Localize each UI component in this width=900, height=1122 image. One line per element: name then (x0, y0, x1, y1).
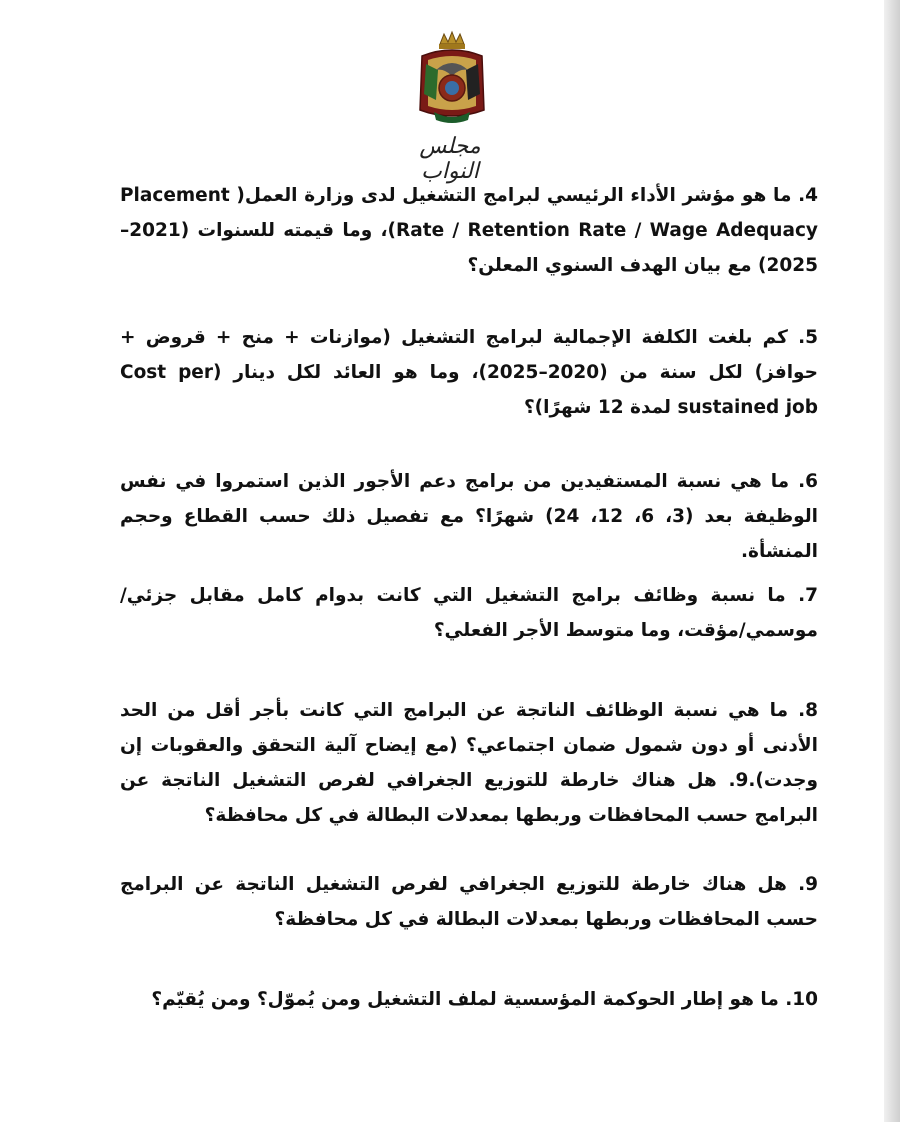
question-9: 9. هل هناك خارطة للتوزيع الجغرافي لفرص التشغيل الناتجة عن البرامج حسب المحافظات وربطها بمعدلات البطالة في كل محافظة؟ (120, 874, 818, 930)
question-4: 4. ما هو مؤشر الأداء الرئيسي لبرامج التشغيل لدى وزارة العمل( Placement Rate / Retention Rate / Wage Adequacy)، وما قيمته للسنوات (2021–2025) مع بيان الهدف السنوي المعلن؟ (120, 185, 818, 276)
question-5: 5. كم بلغت الكلفة الإجمالية لبرامج التشغيل (موازنات + منح + قروض + حوافز) لكل سنة من (2020–2025)، وما هو العائد لكل دينار (Cost per sustained job لمدة 12 شهرًا)؟ (120, 327, 818, 418)
hashemite-coat-of-arms-icon (412, 30, 492, 126)
council-name-signature: مجلس النواب (419, 134, 481, 184)
question-10: 10. ما هو إطار الحوكمة المؤسسية لملف التشغيل ومن يُموّل؟ ومن يُقيّم؟ (151, 989, 818, 1010)
question-6: 6. ما هي نسبة المستفيدين من برامج دعم الأجور الذين استمروا في نفس الوظيفة بعد (3، 6، 12، 24) شهرًا؟ مع تفصيل ذلك حسب القطاع وحجم المنشأة. (120, 471, 819, 562)
page-edge-shadow (884, 0, 900, 1122)
question-7: 7. ما نسبة وظائف برامج التشغيل التي كانت بدوام كامل مقابل جزئي/موسمي/مؤقت، وما متوسط الأجر الفعلي؟ (120, 585, 818, 641)
question-8: 8. ما هي نسبة الوظائف الناتجة عن البرامج التي كانت بأجر أقل من الحد الأدنى أو دون شمول ضمان اجتماعي؟ (مع إيضاح آلية التحقق والعقوبات إن وجدت).9. هل هناك خارطة للتوزيع الجغرافي لفرص التشغيل الناتجة عن البرامج حسب المحافظات وربطها بمعدلات البطالة في كل محافظة؟ (120, 700, 818, 826)
